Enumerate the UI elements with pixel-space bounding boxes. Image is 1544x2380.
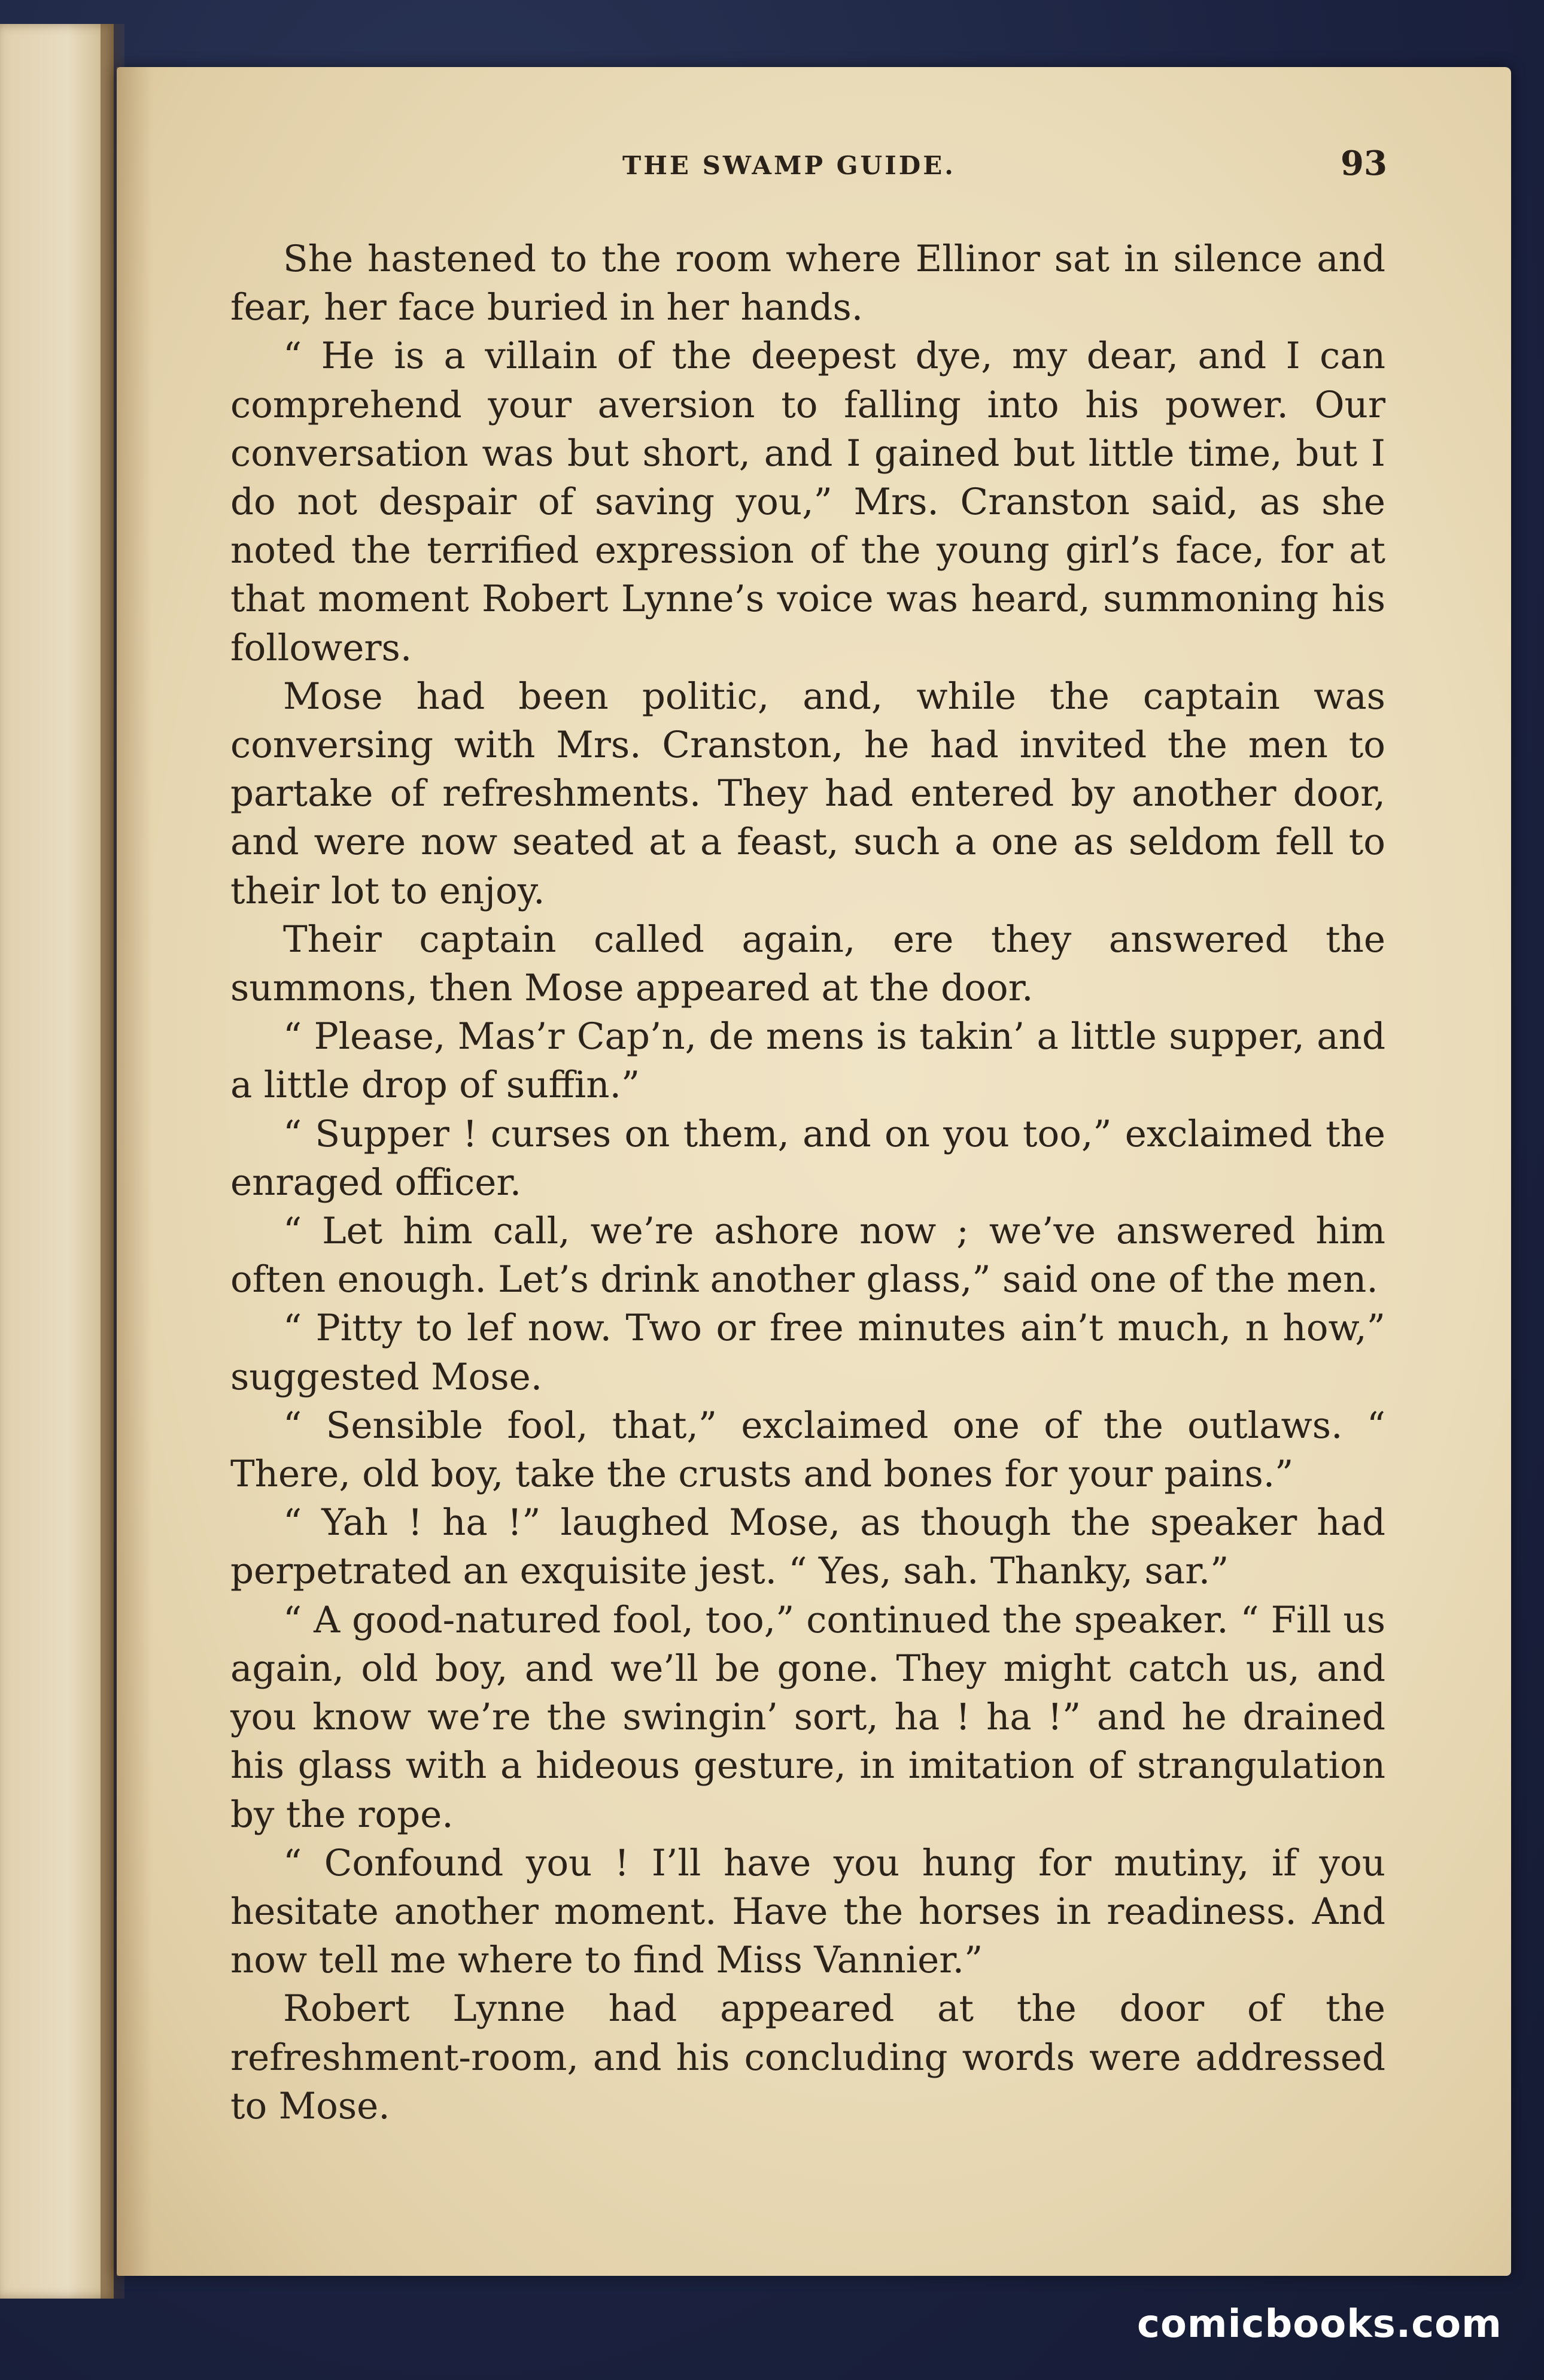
running-head: THE SWAMP GUIDE. [622,151,956,180]
body-text [230,235,1385,2130]
paragraph: She hastened to the room where Ellinor sat in silence and fear, her face buried in her hands. [230,238,1385,329]
paragraph: “ Confound you ! I’ll have you hung for mutiny, if you hesitate another moment. Have the horses in readiness. And now tell me where to find Miss Vannier.” [230,1841,1385,1982]
paragraph: “ Yah ! ha !” laughed Mose, as though the speaker had perpetrated an exquisite jest. “ Yes, sah. Thanky, sar.” [230,1501,1385,1593]
paragraph: “ Pitty to lef now. Two or free minutes ain’t much, n how,” suggested Mose. [230,1307,1385,1398]
site-watermark: comicbooks.com [1137,2302,1502,2346]
paragraph: “ A good-natured fool, too,” continued the speaker. “ Fill us again, old boy, and we’ll be gone. They might catch us, and you know we’re the swingin’ sort, ha ! ha !” and he drained his glass with a hideous gesture, in imitation of strangulation by the rope. [230,1598,1385,1836]
paragraph: Their captain called again, ere they answered the summons, then Mose appeared at the door. [230,918,1385,1010]
page-number: 93 [1341,144,1387,183]
page-gutter-shadow [117,67,153,2276]
paragraph: “ Sensible fool, that,” exclaimed one of the outlaws. “ There, old boy, take the crusts and bones for your pains.” [230,1404,1385,1496]
paragraph: “ Supper ! curses on them, and on you too,” exclaimed the enraged officer. [230,1112,1385,1204]
paragraph: “ Please, Mas’r Cap’n, de mens is takin’ a little supper, and a little drop of suffin.” [230,1015,1385,1107]
paragraph: Mose had been politic, and, while the captain was conversing with Mrs. Cranston, he had invited the men to partake of refreshments. They had entered by another door, and were now seated at a feast, such a one as seldom fell to their lot to enjoy. [230,675,1385,912]
paragraph: Robert Lynne had appeared at the door of the refreshment-room, and his concluding words were addressed to Mose. [230,1987,1385,2127]
paragraph: “ He is a villain of the deepest dye, my dear, and I can comprehend your aversion to falling into his power. Our conversation was but short, and I gained but little time, but I do not despair of saving you,” Mrs. Cranston said, as she noted the terrified expression of the young girl’s face, for at that moment Robert Lynne’s voice was heard, summoning his followers. [230,335,1385,669]
left-page-edge [0,24,114,2299]
paragraph: “ Let him call, we’re ashore now ; we’ve answered him often enough. Let’s drink another glass,” said one of the men. [230,1210,1385,1301]
